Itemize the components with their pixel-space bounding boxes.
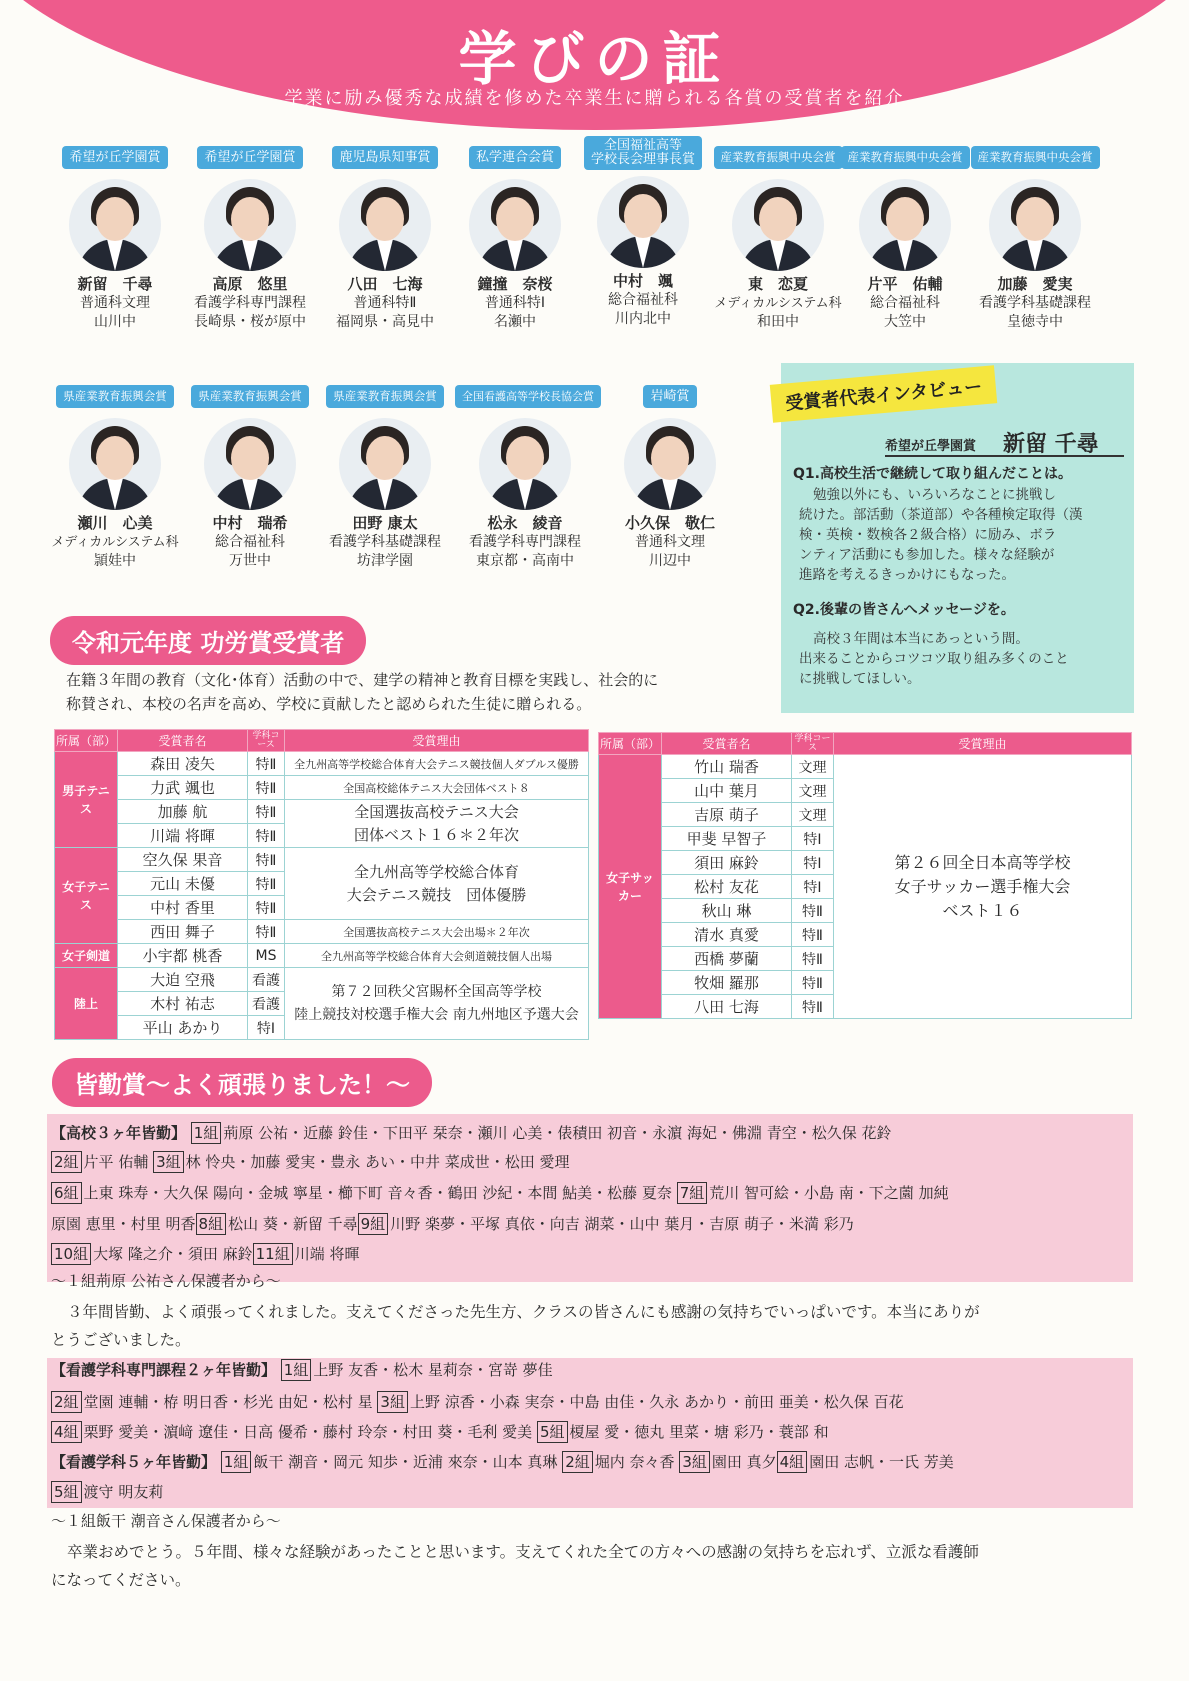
student-school: 福岡県・高見中 — [336, 314, 434, 330]
answer-line: 出来ることからコツコツ取り組み多くのこと — [799, 651, 1069, 667]
answer-line: ンティア活動にも参加した。様々な経験が — [799, 547, 1055, 563]
name-cell: 牧畑 羅那 — [662, 971, 792, 995]
student-course: 看護学科専門課程 — [194, 295, 306, 311]
class-label: 9組 — [358, 1213, 389, 1235]
attendance-heading: 【看護学科専門課程２ヶ年皆勤】 — [51, 1361, 277, 1379]
winner-card — [185, 385, 315, 571]
student-school: 東京都・高南中 — [476, 553, 574, 569]
award-badge: 私学連合会賞 — [469, 146, 561, 169]
page-title: 学びの証 — [458, 25, 731, 93]
student-photo — [204, 179, 296, 271]
student-photo — [732, 179, 824, 271]
student-course: 普通科文理 — [80, 295, 150, 311]
parent-message-title: 〜１組飯干 潮音さん保護者から〜 — [51, 1512, 281, 1530]
award-badge: 岩崎賞 — [643, 385, 696, 408]
course-cell: 特Ⅱ — [248, 824, 285, 848]
reason-cell — [285, 800, 589, 848]
header-course: 学科コース — [248, 730, 285, 752]
reason-line: ベスト１６ — [942, 900, 1023, 920]
reason-cell: 全国高校総体テニス大会団体ベスト８ — [285, 776, 589, 800]
course-cell: 特Ⅰ — [792, 851, 834, 875]
winner-card — [605, 385, 735, 571]
name-cell: 西田 舞子 — [118, 920, 248, 944]
class-label: 1組 — [191, 1122, 222, 1144]
answer-line: 検・英検・数検各２級合格）に励み、ボラ — [799, 527, 1057, 543]
name-cell: 西橋 夢蘭 — [662, 947, 792, 971]
winner-card — [455, 385, 595, 571]
attendance-names: 大塚 隆之介・須田 麻鈴 — [93, 1245, 253, 1263]
award-badge-line: 全国福祉高等 — [603, 138, 682, 153]
student-photo — [469, 179, 561, 271]
interview-question-2: Q2.後輩の皆さんへメッセージを。 — [793, 602, 1015, 618]
dept-cell: 男子テニス — [55, 752, 118, 848]
student-name: 鐘撞 奈桜 — [477, 275, 553, 293]
award-badge-line: 学校長会理事長賞 — [590, 152, 695, 167]
dept-cell: 女子サッカー — [599, 755, 662, 1019]
student-name: 東 恋夏 — [747, 275, 808, 293]
student-name: 松永 綾音 — [487, 514, 563, 532]
award-badge — [584, 136, 702, 170]
student-photo — [69, 418, 161, 510]
class-label: 4組 — [51, 1421, 82, 1443]
message-line: ３年間皆勤、よく頑張ってくれました。支えてくださった先生方、クラスの皆さんにも感謝の気持ちでいっぱいです。本当にありが — [67, 1303, 980, 1321]
student-school: 万世中 — [229, 553, 271, 569]
header-reason: 受賞理由 — [285, 730, 589, 752]
class-label: 5組 — [51, 1481, 82, 1503]
course-cell: 看護 — [248, 992, 285, 1016]
class-label: 5組 — [537, 1421, 568, 1443]
course-cell: 特Ⅱ — [248, 896, 285, 920]
name-cell: 清水 真愛 — [662, 923, 792, 947]
class-label: 8組 — [196, 1213, 227, 1235]
attendance-names: 荊原 公祐・近藤 鈴佳・下田平 栞奈・瀬川 心美・俵積田 初音・永濵 海妃・佛淵 青空・松久保 花鈴 — [223, 1124, 892, 1142]
page-subtitle: 学業に励み優秀な成績を修めた卒業生に贈られる各賞の受賞者を紹介 — [284, 88, 905, 109]
reason-line: 女子サッカー選手権大会 — [894, 876, 1071, 896]
reason-line: 全国選抜高校テニス大会 — [354, 802, 519, 821]
reason-line: 第２６回全日本高等学校 — [894, 852, 1071, 872]
course-cell: 文理 — [792, 755, 834, 779]
merit-description — [66, 668, 658, 716]
header-dept: 所属（部） — [599, 733, 662, 755]
attendance-names: 園田 真夕 — [711, 1453, 777, 1471]
attendance-names: 上東 珠寿・大久保 陽向・金城 寧星・櫛下町 音々香・鶴田 沙紀・本間 鮎美・松藤 夏奈 — [83, 1184, 672, 1202]
student-photo — [339, 179, 431, 271]
reason-line: 全九州高等学校総合体育 — [353, 862, 519, 881]
student-school: 大笠中 — [884, 314, 926, 330]
winner-card — [50, 385, 180, 571]
name-cell: 松村 友花 — [662, 875, 792, 899]
course-cell: 特Ⅱ — [792, 971, 834, 995]
interview-answer-1 — [799, 485, 1121, 585]
table-header-row — [55, 730, 589, 752]
attendance-line — [51, 1448, 1131, 1476]
name-cell: 元山 未優 — [118, 872, 248, 896]
award-badge: 県産業教育振興会賞 — [326, 385, 444, 408]
reason-line: 団体ベスト１６＊２年次 — [353, 825, 519, 844]
interview-underline — [885, 455, 1124, 457]
award-badge: 鹿児島県知事賞 — [332, 146, 437, 169]
table-row — [55, 920, 589, 944]
student-course: 看護学科基礎課程 — [329, 534, 441, 550]
course-cell: 特Ⅱ — [792, 923, 834, 947]
merit-section-title: 令和元年度 功労賞受賞者 — [50, 616, 366, 665]
student-school: 山川中 — [94, 314, 136, 330]
winner-card — [713, 146, 843, 332]
name-cell: 小宇都 桃香 — [118, 944, 248, 968]
name-cell: 川端 将暉 — [118, 824, 248, 848]
message-line: とうございました。 — [51, 1331, 191, 1349]
attendance-line — [51, 1418, 1131, 1446]
reason-cell: 全九州高等学校総合体育大会テニス競技個人ダブルス優勝 — [285, 752, 589, 776]
interview-question-1: Q1.高校生活で継続して取り組んだことは。 — [793, 466, 1072, 482]
attendance-names: 堂園 連輔・栫 明日香・杉光 由妃・松村 星 — [83, 1393, 373, 1411]
merit-table-left — [54, 729, 589, 1040]
reason-cell — [285, 848, 589, 920]
attendance-names: 荒川 智可絵・小島 南・下之薗 加純 — [709, 1184, 949, 1202]
winner-card — [50, 146, 180, 332]
table-row — [55, 944, 589, 968]
course-cell: 特Ⅱ — [792, 947, 834, 971]
award-badge: 県産業教育振興会賞 — [56, 385, 174, 408]
message-line: になってください。 — [51, 1571, 191, 1589]
name-cell: 八田 七海 — [662, 995, 792, 1019]
student-photo — [339, 418, 431, 510]
answer-line: 勉強以外にも、いろいろなことに挑戦し — [813, 487, 1056, 503]
student-course: メディカルシステム科 — [51, 535, 179, 550]
award-badge: 産業教育振興中央会賞 — [714, 146, 843, 169]
course-cell: 特Ⅱ — [248, 872, 285, 896]
course-cell: 特Ⅱ — [792, 899, 834, 923]
attendance-names: 園田 志帆・一氏 芳美 — [809, 1453, 954, 1471]
header-name: 受賞者名 — [662, 733, 792, 755]
description-line: 在籍３年間の教育（文化･体育）活動の中で、建学の精神と教育目標を実践し、社会的に — [66, 671, 659, 689]
course-cell: 特Ⅱ — [248, 752, 285, 776]
student-school: 皇徳寺中 — [1007, 314, 1063, 330]
table-row — [55, 800, 589, 824]
student-photo — [859, 179, 951, 271]
interview-box — [781, 363, 1134, 713]
class-label: 2組 — [51, 1391, 82, 1413]
table-row — [55, 776, 589, 800]
student-course: 普通科特Ⅰ — [484, 295, 546, 311]
class-label: 3組 — [153, 1151, 184, 1173]
reason-cell: 全国選抜高校テニス大会出場＊２年次 — [285, 920, 589, 944]
attendance-line — [51, 1210, 1131, 1238]
name-cell: 竹山 瑞香 — [662, 755, 792, 779]
name-cell: 須田 麻鈴 — [662, 851, 792, 875]
student-school: 頴娃中 — [94, 553, 136, 569]
winner-card — [840, 146, 970, 332]
course-cell: 特Ⅱ — [248, 800, 285, 824]
attendance-names: 松山 葵・新留 千尋 — [228, 1215, 358, 1233]
class-label: 2組 — [562, 1451, 593, 1473]
winner-card — [185, 146, 315, 332]
attendance-line — [51, 1356, 1131, 1384]
message-line: 卒業おめでとう。５年間、様々な経験があったことと思います。支えてくれた全ての方々への感謝の気持ちを忘れず、立派な看護師 — [67, 1543, 979, 1561]
reason-line: 陸上競技対校選手権大会 南九州地区予選大会 — [294, 1006, 579, 1023]
interview-name: 新留 千尋 — [1003, 432, 1099, 457]
student-course: 看護学科基礎課程 — [979, 295, 1091, 311]
student-photo — [204, 418, 296, 510]
course-cell: 文理 — [792, 803, 834, 827]
student-course: 総合福祉科 — [608, 292, 678, 308]
student-name: 小久保 敬仁 — [624, 514, 715, 532]
reason-cell — [285, 968, 589, 1040]
reason-line: 大会テニス競技 団体優勝 — [346, 885, 527, 904]
award-badge: 県産業教育振興会賞 — [191, 385, 309, 408]
name-cell: 森田 凌矢 — [118, 752, 248, 776]
merit-table-right — [598, 732, 1132, 1019]
attendance-names: 飯干 潮音・岡元 知歩・近浦 來奈・山本 真琳 — [253, 1453, 558, 1471]
table-row — [55, 968, 589, 992]
attendance-line — [51, 1119, 1131, 1147]
student-name: 新留 千尋 — [77, 275, 153, 293]
class-label: 3組 — [679, 1451, 710, 1473]
attendance-heading: 【看護学科５ヶ年皆勤】 — [51, 1453, 217, 1471]
reason-line: 第７２回秩父宮賜杯全国高等学校 — [331, 983, 542, 1000]
dept-cell: 女子テニス — [55, 848, 118, 944]
parent-message — [51, 1298, 1133, 1354]
answer-line: 高校３年間は本当にあっという間。 — [813, 631, 1029, 647]
student-photo — [479, 418, 571, 510]
award-badge: 希望が丘学園賞 — [62, 146, 167, 169]
course-cell: 文理 — [792, 779, 834, 803]
student-course: 普通科文理 — [635, 534, 705, 550]
student-school: 長崎県・桜が原中 — [194, 314, 306, 330]
attendance-heading: 【高校３ヶ年皆勤】 — [51, 1124, 187, 1142]
student-school: 川辺中 — [649, 553, 691, 569]
attendance-line — [51, 1478, 1131, 1506]
winner-card — [578, 136, 708, 329]
course-cell: 特Ⅰ — [792, 875, 834, 899]
attendance-line — [51, 1388, 1131, 1416]
answer-line: 続けた。部活動（茶道部）や各種検定取得（漢 — [799, 507, 1083, 523]
name-cell: 秋山 琳 — [662, 899, 792, 923]
table-row — [599, 755, 1132, 779]
student-name: 加藤 愛実 — [997, 275, 1073, 293]
reason-cell: 全九州高等学校総合体育大会剣道競技個人出場 — [285, 944, 589, 968]
attendance-names: 川端 将暉 — [294, 1245, 360, 1263]
winner-card — [450, 146, 580, 332]
attendance-names: 片平 佑輔 — [83, 1153, 149, 1171]
name-cell: 甲斐 早智子 — [662, 827, 792, 851]
student-course: 看護学科専門課程 — [469, 534, 581, 550]
student-school: 川内北中 — [615, 311, 671, 327]
description-line: 称賛され、本校の名声を高め、学校に貢献したと認められた生徒に贈られる。 — [66, 695, 592, 713]
class-label: 1組 — [221, 1451, 252, 1473]
student-name: 田野 康太 — [352, 514, 418, 532]
student-photo — [69, 179, 161, 271]
class-label: 4組 — [777, 1451, 808, 1473]
student-name: 瀬川 心美 — [77, 514, 153, 532]
student-school: 坊津学園 — [357, 553, 413, 569]
student-name: 高原 悠里 — [212, 275, 288, 293]
dept-cell: 陸上 — [55, 968, 118, 1040]
student-name: 八田 七海 — [347, 275, 423, 293]
name-cell: 大迫 空飛 — [118, 968, 248, 992]
parent-message — [51, 1538, 1133, 1594]
course-cell: 特Ⅱ — [248, 848, 285, 872]
header-reason: 受賞理由 — [834, 733, 1132, 755]
name-cell: 空久保 果音 — [118, 848, 248, 872]
course-cell: MS — [248, 944, 285, 968]
interview-award: 希望が丘學園賞 — [885, 439, 977, 454]
class-label: 1組 — [281, 1359, 312, 1381]
course-cell: 特Ⅱ — [248, 776, 285, 800]
name-cell: 力武 颯也 — [118, 776, 248, 800]
attendance-names: 堀内 奈々香 — [594, 1453, 675, 1471]
student-course: 普通科特Ⅱ — [353, 295, 417, 311]
award-badge: 産業教育振興中央会賞 — [971, 146, 1100, 169]
student-name: 中村 颯 — [612, 272, 673, 290]
header-name: 受賞者名 — [118, 730, 248, 752]
class-label: 11組 — [253, 1243, 293, 1265]
class-label: 6組 — [51, 1182, 82, 1204]
attendance-line — [51, 1240, 1131, 1268]
header-dept: 所属（部） — [55, 730, 118, 752]
class-label: 7組 — [677, 1182, 708, 1204]
class-label: 2組 — [51, 1151, 82, 1173]
award-badge: 希望が丘学園賞 — [197, 146, 302, 169]
class-label: 10組 — [51, 1243, 91, 1265]
attendance-names: 川野 楽夢・平塚 真依・向吉 湖菜・山中 葉月・吉原 萌子・米満 彩乃 — [390, 1215, 854, 1233]
name-cell: 山中 葉月 — [662, 779, 792, 803]
student-school: 和田中 — [757, 314, 799, 330]
answer-line: 進路を考えるきっかけにもなった。 — [799, 567, 1015, 583]
course-cell: 特Ⅱ — [792, 995, 834, 1019]
class-label: 3組 — [377, 1391, 408, 1413]
name-cell: 加藤 航 — [118, 800, 248, 824]
student-name: 中村 瑞希 — [212, 514, 288, 532]
name-cell: 平山 あかり — [118, 1016, 248, 1040]
name-cell: 中村 香里 — [118, 896, 248, 920]
attendance-section-title: 皆勤賞〜よく頑張りました！〜 — [52, 1058, 432, 1107]
name-cell: 吉原 萌子 — [662, 803, 792, 827]
attendance-names: 榎屋 愛・徳丸 里菜・塘 彩乃・蓑部 和 — [569, 1423, 829, 1441]
student-name: 片平 佑輔 — [867, 275, 943, 293]
attendance-line — [51, 1179, 1131, 1207]
course-cell: 看護 — [248, 968, 285, 992]
reason-cell — [834, 755, 1132, 1019]
winner-card — [320, 146, 450, 332]
course-cell: 特Ⅰ — [248, 1016, 285, 1040]
parent-message-title: 〜１組荊原 公祐さん保護者から〜 — [51, 1272, 281, 1290]
attendance-names: 上野 友香・松木 星莉奈・宮嵜 夢佳 — [313, 1361, 553, 1379]
course-cell: 特Ⅰ — [792, 827, 834, 851]
table-row — [55, 752, 589, 776]
dept-cell: 女子剣道 — [55, 944, 118, 968]
attendance-names: 上野 涼香・小森 実奈・中島 由佳・久永 あかり・前田 亜美・松久保 百花 — [409, 1393, 904, 1411]
award-badge: 全国看護高等学校長協会賞 — [455, 385, 601, 408]
student-photo — [989, 179, 1081, 271]
name-cell: 木村 祐志 — [118, 992, 248, 1016]
winner-card — [320, 385, 450, 571]
winner-card — [970, 146, 1100, 332]
student-school: 名瀬中 — [494, 314, 536, 330]
attendance-names: 林 怜央・加藤 愛実・豊永 あい・中井 菜成世・松田 愛理 — [185, 1153, 570, 1171]
header-banner — [0, 0, 1189, 135]
interview-answer-2 — [799, 629, 1121, 689]
course-cell: 特Ⅱ — [248, 920, 285, 944]
answer-line: に挑戦してほしい。 — [799, 671, 921, 687]
student-course: 総合福祉科 — [870, 295, 940, 311]
attendance-names: 原園 恵里・村里 明香 — [51, 1215, 196, 1233]
student-photo — [597, 176, 689, 268]
attendance-line — [51, 1148, 1131, 1176]
student-course: 総合福祉科 — [215, 534, 285, 550]
header-course: 学科コース — [792, 733, 834, 755]
interview-tag: 受賞者代表インタビュー — [770, 365, 998, 422]
student-course: メディカルシステム科 — [714, 296, 842, 311]
award-badge: 産業教育振興中央会賞 — [841, 146, 970, 169]
attendance-names: 渡守 明友莉 — [83, 1483, 164, 1501]
table-header-row — [599, 733, 1132, 755]
table-row — [55, 848, 589, 872]
attendance-names: 栗野 愛美・濵﨑 遼佳・日高 優希・藤村 玲奈・村田 葵・毛利 愛美 — [83, 1423, 533, 1441]
student-photo — [624, 418, 716, 510]
